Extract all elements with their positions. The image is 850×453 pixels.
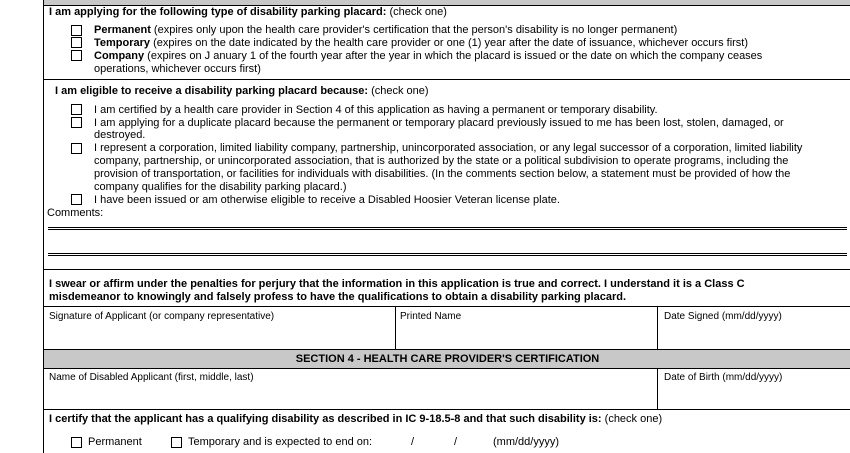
corporation-option-line4: company qualifies for the disability parking placard.) <box>94 181 347 193</box>
divider <box>44 306 850 307</box>
applicant-name-label: Name of Disabled Applicant (first, middle, last) <box>49 372 254 383</box>
divider <box>395 306 396 349</box>
company-checkbox[interactable] <box>71 50 82 61</box>
temporary-checkbox[interactable] <box>71 37 82 48</box>
divider <box>44 409 850 410</box>
company-option: Company (expires on J anuary 1 of the fourth year after the year in which the placard is issued or the date on which the company ceases <box>94 50 763 62</box>
divider <box>657 368 658 409</box>
date-signed-label: Date Signed (mm/dd/yyyy) <box>664 311 782 322</box>
disability-permanent-label: Permanent <box>88 436 142 448</box>
permanent-checkbox[interactable] <box>71 25 82 36</box>
date-slash-2: / <box>454 436 458 448</box>
certified-checkbox[interactable] <box>71 104 82 115</box>
corporation-option-line3: provision of transportation, or facilities for individuals with disabilities. (In the comments section below, a statement must be provided of how the <box>94 168 791 180</box>
veteran-option: I have been issued or am otherwise eligible to receive a Disabled Hoosier Veteran license plate. <box>94 194 560 206</box>
eligibility-heading: I am eligible to receive a disability parking placard because: (check one) <box>55 85 429 97</box>
divider <box>657 306 658 349</box>
date-slash-1: / <box>411 436 415 448</box>
dob-label: Date of Birth (mm/dd/yyyy) <box>664 372 783 383</box>
section4-header <box>44 349 850 369</box>
disability-permanent-checkbox[interactable] <box>71 437 82 448</box>
applicant-name-field[interactable] <box>45 383 655 407</box>
temporary-option: Temporary (expires on the date indicated by the health care provider or one (1) year after the date of issuance, whichever occurs first) <box>94 37 749 49</box>
signature-label: Signature of Applicant (or company representative) <box>49 311 275 322</box>
comments-line-1 <box>48 227 847 228</box>
duplicate-option-line1: I am applying for a duplicate placard because the permanent or temporary placard previously issued to me has been lost, stolen, damaged, or <box>94 117 784 129</box>
certified-option: I am certified by a health care provider in Section 4 of this application as having a permanent or temporary disability. <box>94 104 658 116</box>
dob-field[interactable] <box>659 383 849 407</box>
signature-field[interactable] <box>45 322 395 348</box>
duplicate-option-line2: destroyed. <box>94 129 146 141</box>
section4-title: SECTION 4 - HEALTH CARE PROVIDER'S CERTIFICATION <box>295 353 600 365</box>
permanent-option: Permanent (expires only upon the health care provider's certification that the person's disability is no longer permanent) <box>94 24 678 36</box>
duplicate-checkbox[interactable] <box>71 117 82 128</box>
corporation-option-line2: company, partnership, or unincorporated association, that is authorized by the state or a political subdivision to operate programs, including the <box>94 155 789 167</box>
oath-line-2: misdemeanor to knowingly and falsely profess to have the qualifications to obtain a disability parking placard. <box>49 291 627 303</box>
corporation-option-line1: I represent a corporation, limited liability company, partnership, unincorporated association, or any legal successor of a corporation, limited liability <box>94 142 803 154</box>
placard-type-heading: I am applying for the following type of disability parking placard: (check one) <box>49 6 447 18</box>
printed-name-field[interactable] <box>397 322 656 348</box>
oath-line-1: I swear or affirm under the penalties for perjury that the information in this application is true and correct. I understand it is a Class C <box>49 278 745 290</box>
divider <box>44 79 850 80</box>
corporation-checkbox[interactable] <box>71 143 82 154</box>
disability-temporary-checkbox[interactable] <box>171 437 182 448</box>
date-signed-field[interactable] <box>659 322 849 348</box>
disability-temporary-label: Temporary and is expected to end on: <box>188 436 373 448</box>
divider <box>44 269 850 270</box>
veteran-checkbox[interactable] <box>71 194 82 205</box>
end-date-field[interactable] <box>384 434 494 450</box>
printed-name-label: Printed Name <box>400 311 462 322</box>
certify-statement: I certify that the applicant has a qualifying disability as described in IC 9-18.5-8 and that such disability is: (check one) <box>49 413 663 425</box>
comments-line-2 <box>48 253 847 254</box>
company-option-cont: operations, whichever occurs first) <box>94 63 261 75</box>
comments-label: Comments: <box>47 207 104 219</box>
date-format-hint: (mm/dd/yyyy) <box>493 436 559 448</box>
application-form <box>43 0 850 453</box>
